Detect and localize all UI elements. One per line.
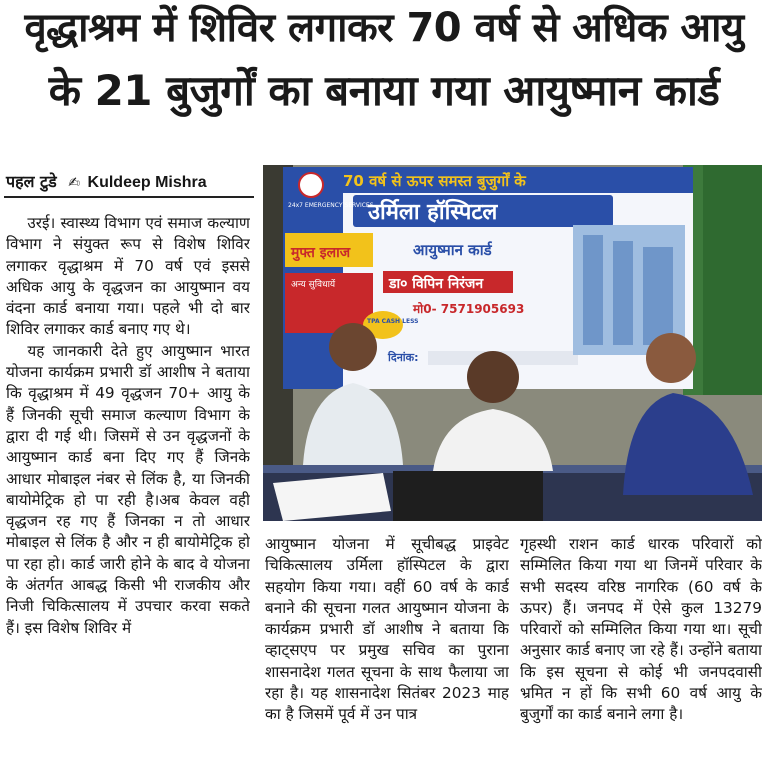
- card-line-text: आयुष्मान कार्ड: [413, 241, 492, 259]
- logo-icon: [299, 173, 323, 197]
- source-name: पहल टुडे: [6, 172, 57, 191]
- date-label-text: दिनांक:: [388, 351, 419, 364]
- headline-line-1: वृद्धाश्रम में शिविर लगाकर 70 वर्ष से अधिक आयु: [24, 5, 744, 51]
- emergency-text: 24x7 EMERGENCY SERVICES: [288, 202, 374, 209]
- article-paragraph-1: उरई। स्वास्थ्य विभाग एवं समाज कल्याण विभाग ने संयुक्त रूप से विशेष शिविर लगाकर वृद्धाश्रम में 70 वर्ष एवं इससे अधिक आयु के वृद्धजन का आयुष्मान वय वंदना कार्ड बनाया गया। पहले भी दो बार शिविर लगाकर कार्ड बनाए गए थे।: [6, 214, 250, 339]
- facilities-text: अन्य सुविधायें: [291, 280, 336, 290]
- mobile-text: मो0- 7571905693: [413, 302, 525, 316]
- person-right-head: [646, 333, 696, 383]
- news-photo: [263, 165, 762, 521]
- article-paragraph-3: आयुष्मान योजना में सूचीबद्ध प्राइवेट चिकित्सालय उर्मिला हॉस्पिटल के द्वारा सहयोग किया गया। वहीं 60 वर्ष के कार्ड बनाने की सूचना गलत आयुष्मान योजना के कार्यक्रम प्रभारी डॉ आशीष ने बताया कि व्हाट्सएप पर प्रमुख सचिव का पुराना शासनादेश गलत सूचना के साथ फैलाया जा रहा है। यह शासनादेश सितंबर 2023 माह का है जिसमें पूर्व में उन पात्र: [265, 535, 509, 724]
- person-left-head: [329, 323, 377, 371]
- headline-line-2: के 21 बुजुर्गों का बनाया गया आयुष्मान कार्ड: [48, 66, 720, 115]
- byline: [6, 170, 207, 192]
- article-column-3: [520, 534, 762, 768]
- banner-top-text: 70 वर्ष से ऊपर समस्त बुजुर्गों के: [343, 172, 526, 190]
- camp-text: डा० विपिन निरंजन: [389, 276, 484, 292]
- article-column-1: [6, 213, 250, 768]
- article-column-2: [265, 534, 509, 768]
- free-treatment-text: मुफ्त इलाज: [291, 245, 351, 261]
- laptop-icon: [393, 471, 543, 521]
- person-center-head: [467, 351, 519, 403]
- tpa-text: TPA CASH LESS: [367, 318, 419, 325]
- byline-rule: [4, 196, 254, 198]
- author-name: Kuldeep Mishra: [87, 174, 207, 191]
- hospital-name-text: उर्मिला हॉस्पिटल: [368, 200, 498, 225]
- article-paragraph-2: यह जानकारी देते हुए आयुष्मान भारत योजना कार्यक्रम प्रभारी डॉ आशीष ने बताया कि वृद्धाश्रम में 49 वृद्धजन 70+ आयु के हैं जिनकी सूची समाज कल्याण विभाग के द्वारा दी गई थी। जिसमें से उन वृद्धजनों के आयुष्मान कार्ड बना दिए गए हैं जिनके आधार मोबाइल नंबर से लिंक है, या जिनकी बायोमेट्रिक हो पा रही है।अब केवल वही वृद्धजन रह गए हैं जिनका न तो आधार मोबाइल से लिंक है और न ही बायोमेट्रिक हो पा रहा हो। कार्ड जारी होने के बाद वे योजना के अंतर्गत आबद्ध किसी भी राजकीय और निजी चिकित्सालय में उपचार करवा सकते हैं। इस विशेष शिविर में: [6, 341, 250, 637]
- article-paragraph-4: गृहस्थी राशन कार्ड धारक परिवारों को सम्मिलित किया गया था जिनमें परिवार के सभी सदस्य वरिष्ठ नागरिक (60 वर्ष के ऊपर) हैं। जनपद में ऐसे कुल 13279 परिवारों को सम्मिलित किया गया था। सूची अनुसार कार्ड बनाए जा रहे हैं। उन्होंने बताया कि इस सूचना से कोई भी जनपदवासी भ्रमित न हों कि सभी 60 वर्ष आयु के बुजुर्गों का कार्ड बनाने लगा है।: [520, 535, 762, 724]
- pen-icon: ✍: [68, 175, 80, 191]
